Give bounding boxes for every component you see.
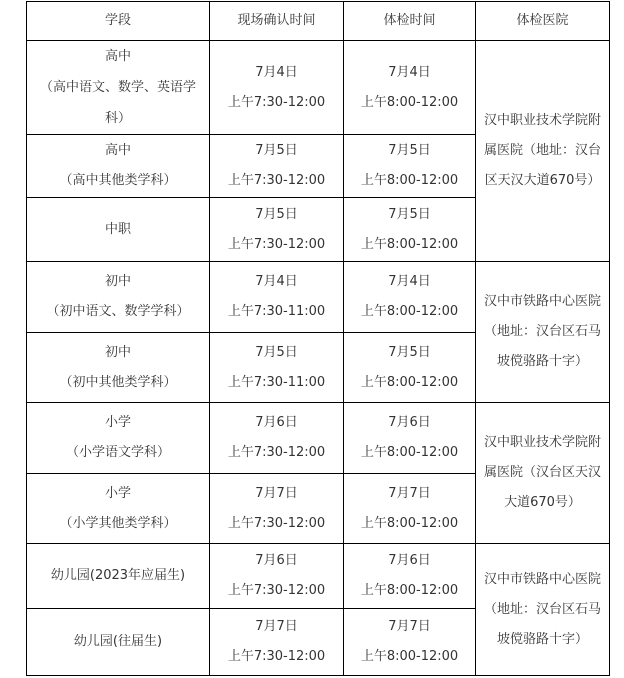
- hospital-cell: [476, 403, 610, 544]
- confirm-hours: 上午7:30-12:00: [227, 236, 326, 252]
- table-row: [27, 262, 610, 333]
- stage-line: 科）: [104, 111, 131, 126]
- confirm-time-cell: [210, 41, 344, 135]
- exam-date: 7月5日: [388, 206, 431, 222]
- confirm-date: 7月7日: [255, 485, 298, 501]
- stage-line: 小学: [104, 415, 131, 430]
- hospital-line: 汉中市铁路中心医院: [483, 294, 601, 309]
- exam-time-cell: [344, 474, 476, 544]
- header-row: [27, 2, 610, 41]
- stage-line: （高中其他类学科）: [59, 173, 177, 188]
- exam-hours: 上午8:00-12:00: [360, 649, 459, 664]
- confirm-time-cell: [210, 403, 344, 474]
- hospital-line: 属医院（汉台区天汉: [483, 465, 601, 480]
- hospital-line: 汉中市铁路中心医院: [483, 571, 601, 587]
- exam-hours: 上午8:00-12:00: [360, 374, 459, 390]
- confirm-hours: 上午7:30-11:00: [227, 304, 326, 319]
- confirm-date: 7月4日: [255, 274, 298, 289]
- hospital-line: 区天汉大道670号）: [484, 173, 601, 188]
- hospital-line: 坡傥骆路十字）: [496, 354, 588, 369]
- stage-line: 高中: [104, 143, 131, 158]
- confirm-hours: 上午7:30-12:00: [227, 649, 326, 664]
- confirm-time-cell: [210, 609, 344, 676]
- hospital-cell: [476, 41, 610, 262]
- exam-time-cell: [344, 333, 476, 403]
- exam-time-cell: [344, 544, 476, 609]
- stage-cell: [27, 609, 210, 676]
- exam-hours: 上午8:00-12:00: [360, 445, 459, 460]
- confirm-date: 7月6日: [255, 415, 298, 430]
- confirm-hours: 上午7:30-12:00: [227, 94, 326, 110]
- stage-line: （高中语文、数学、英语学: [39, 80, 196, 95]
- stage-line: （初中语文、数学学科）: [46, 304, 190, 319]
- stage-line: （小学其他类学科）: [59, 515, 177, 531]
- confirm-hours: 上午7:30-12:00: [227, 445, 326, 460]
- header-exam-time: 体检时间: [344, 2, 476, 41]
- confirm-time-cell: [210, 198, 344, 262]
- header-confirm-time: 现场确认时间: [210, 2, 344, 41]
- exam-time-cell: [344, 198, 476, 262]
- header-hospital: 体检医院: [476, 2, 610, 41]
- stage-cell: [27, 41, 210, 135]
- header-stage: 学段: [27, 2, 210, 41]
- exam-time-cell: [344, 135, 476, 198]
- hospital-line: 坡傥骆路十字）: [496, 631, 588, 647]
- exam-date: 7月4日: [388, 64, 431, 80]
- exam-time-cell: [344, 403, 476, 474]
- exam-time-cell: [344, 609, 476, 676]
- exam-date: 7月7日: [388, 619, 431, 634]
- exam-date: 7月4日: [388, 274, 431, 289]
- hospital-line: （地址：汉台区石马: [483, 324, 601, 339]
- stage-line: 幼儿园(2023年应届生): [50, 568, 186, 583]
- confirm-time-cell: [210, 135, 344, 198]
- confirm-hours: 上午7:30-11:00: [227, 374, 326, 390]
- confirm-hours: 上午7:30-12:00: [227, 583, 326, 598]
- hospital-line: 汉中职业技术学院附: [483, 113, 601, 128]
- confirm-date: 7月5日: [255, 344, 298, 360]
- stage-cell: [27, 333, 210, 403]
- stage-line: （小学语文学科）: [65, 445, 170, 460]
- table-row: [27, 403, 610, 474]
- exam-date: 7月6日: [388, 415, 431, 430]
- stage-line: （初中其他类学科）: [59, 374, 177, 390]
- stage-cell: [27, 135, 210, 198]
- table-row: [27, 544, 610, 609]
- hospital-cell: [476, 262, 610, 403]
- exam-hours: 上午8:00-12:00: [360, 583, 459, 598]
- hospital-cell: [476, 544, 610, 676]
- confirm-time-cell: [210, 262, 344, 333]
- confirm-date: 7月6日: [255, 553, 298, 568]
- stage-cell: [27, 403, 210, 474]
- stage-cell: [27, 474, 210, 544]
- hospital-line: 属医院（地址：汉台: [483, 143, 601, 158]
- confirm-date: 7月4日: [255, 64, 298, 80]
- confirm-date: 7月5日: [255, 143, 298, 158]
- exam-hours: 上午8:00-12:00: [360, 236, 459, 252]
- hospital-line: （地址：汉台区石马: [483, 601, 601, 617]
- confirm-hours: 上午7:30-12:00: [227, 173, 326, 188]
- stage-line: 初中: [104, 274, 131, 289]
- stage-line: 高中: [104, 49, 131, 64]
- stage-line: 小学: [104, 485, 131, 501]
- schedule-table: [26, 1, 610, 676]
- table-row: [27, 41, 610, 135]
- hospital-line: 大道670号）: [504, 495, 581, 510]
- exam-date: 7月5日: [388, 344, 431, 360]
- stage-cell: [27, 544, 210, 609]
- confirm-date: 7月7日: [255, 619, 298, 634]
- exam-date: 7月5日: [388, 143, 431, 158]
- stage-line: 幼儿园(往届生): [73, 634, 163, 649]
- stage-line: 初中: [104, 344, 131, 360]
- exam-date: 7月7日: [388, 485, 431, 501]
- confirm-time-cell: [210, 333, 344, 403]
- hospital-line: 汉中职业技术学院附: [483, 435, 601, 450]
- confirm-time-cell: [210, 474, 344, 544]
- exam-time-cell: [344, 262, 476, 333]
- confirm-time-cell: [210, 544, 344, 609]
- stage-line: 中职: [104, 221, 131, 237]
- exam-hours: 上午8:00-12:00: [360, 94, 459, 110]
- exam-hours: 上午8:00-12:00: [360, 304, 459, 319]
- stage-cell: [27, 198, 210, 262]
- confirm-date: 7月5日: [255, 206, 298, 222]
- stage-cell: [27, 262, 210, 333]
- confirm-hours: 上午7:30-12:00: [227, 515, 326, 531]
- exam-hours: 上午8:00-12:00: [360, 515, 459, 531]
- exam-time-cell: [344, 41, 476, 135]
- exam-date: 7月6日: [388, 553, 431, 568]
- exam-hours: 上午8:00-12:00: [360, 173, 459, 188]
